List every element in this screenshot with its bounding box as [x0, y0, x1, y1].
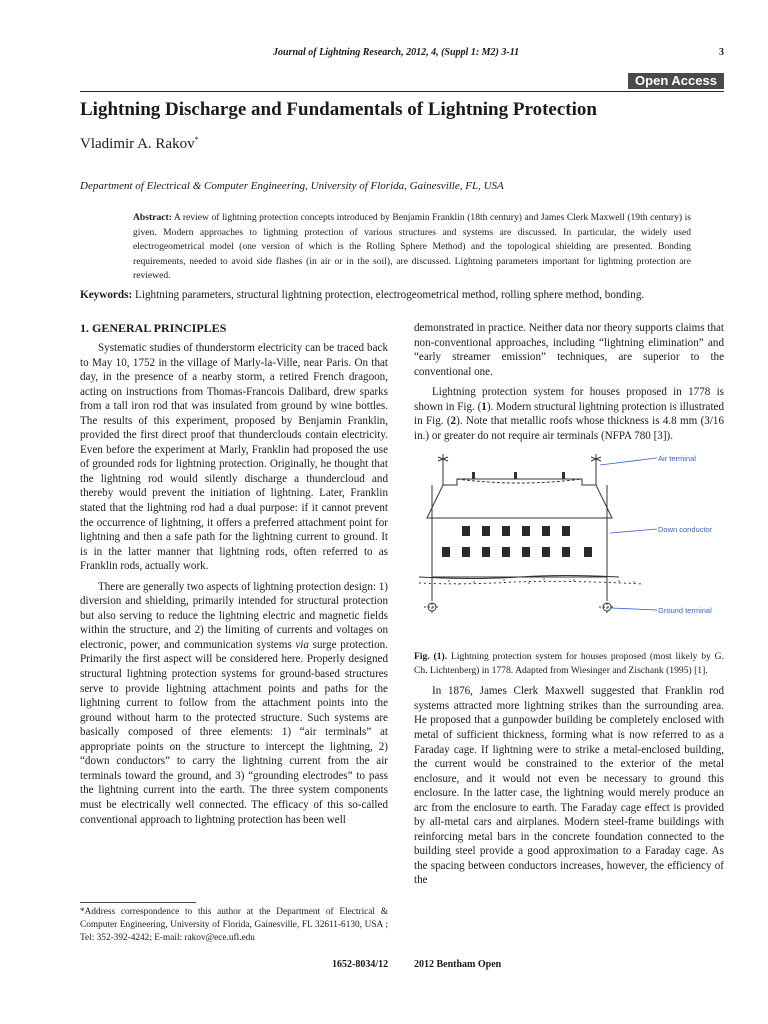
figure-caption-label: Fig. (1).: [414, 651, 448, 663]
affiliation: Department of Electrical & Computer Engineering, University of Florida, Gainesville, FL, USA: [80, 180, 504, 192]
left-column: [80, 321, 388, 827]
article-title: Lightning Discharge and Fundamentals of Lightning Protection: [80, 99, 597, 120]
header-rule: [80, 91, 724, 92]
body-paragraph: demonstrated in practice. Neither data nor theory supports claims that non-conventional approaches, including “lightning elimination” and “early streamer emission” techniques, are superior to the conventional one.: [414, 322, 724, 378]
journal-reference: Journal of Lightning Research, 2012, 4, (Suppl 1: M2) 3-11: [273, 47, 520, 58]
footnote-rule: [80, 902, 196, 903]
figure-caption: Fig. (1). Lightning protection system for houses proposed (most likely by G. Ch. Lichtenberg) in 1778. Adapted from Wiesinger and Zischank (1995) [1].: [414, 651, 724, 677]
figure-1: [414, 451, 724, 644]
section-heading: 1. GENERAL PRINCIPLES: [80, 321, 227, 335]
ground-terminal-label: Ground terminal: [658, 606, 712, 616]
body-paragraph: In 1876, James Clerk Maxwell suggested that Franklin rod systems attracted more lightning strikes than the surrounding area. He proposed that a gunpowder building be completely enclosed with metal of sufficient thickness, forming what is now referred to as a Faraday cage. If lightning were to strike a metal-enclosed building, the current would be constrained to the exterior of the metal enclosure, and it would not even be necessary to ground this enclosure. In the latter case, the lightning would merely produce an arc from the enclosure to earth. The Faraday cage effect is provided by all-metal cars and airplanes. Modern steel-frame buildings with reinforcing metal bars in the concrete foundation connected to the building steel provide a good approximation to a Faraday cage. As the spacing between conductors increases, however, the efficiency of the: [414, 685, 724, 887]
figure-reference[interactable]: 2: [450, 415, 457, 428]
figure-reference[interactable]: 1: [481, 400, 487, 413]
keywords-label: Keywords:: [80, 289, 133, 301]
down-conductor-label: Down conductor: [658, 525, 713, 535]
body-paragraph: Systematic studies of thunderstorm electricity can be traced back to May 10, 1752 in the village of Marly-la-Ville, near Paris. On that day, in the presence of a nearby storm, a retired French dragoon, acting on instructions from Thomas-Francois Dalibard, drew sparks from a tall iron rod that was insulated from ground by wine bottles. The results of this experiment, proposed by Benjamin Franklin, provided the first direct proof that thunderclouds contain electricity. Even before the experiment at Marly, Franklin had proposed the use of grounded rods for lightning protection. Originally, he thought that the lightning rod would silently discharge a thundercloud and thereby would prevent the initiation of lightning. Later, Franklin stated that the lightning rod had a dual purpose: if it cannot prevent the occurrence of lightning, it offers a preferred attachment point for lightning and then a safe path for the lightning current to ground. It is in the latter manner that lightning rods, often referred to as Franklin rods, actually work.: [80, 342, 388, 573]
issn: 1652-8034/12: [332, 959, 389, 970]
author-name: Vladimir A. Rakov: [80, 136, 195, 152]
author-line: [80, 135, 199, 153]
right-column: [414, 321, 724, 888]
air-terminal-label: Air terminal: [658, 454, 696, 464]
open-access-badge: Open Access: [628, 73, 724, 89]
author-footnote-mark: *: [194, 135, 199, 144]
abstract: [133, 211, 691, 284]
abstract-text: A review of lightning protection concepts introduced by Benjamin Franklin (18th century) and James Clerk Maxwell (19th century) is given. Modern approaches to lightning protection of various structures and systems are discussed. In particular, the widely used electrogeometrical model (one version of which is the Rolling Sphere Method) and the topological shielding are presented. Bonding requirements, needed to avoid side flashes (in air or in the soil), are discussed. Lightning parameters important for lightning protection are reviewed.: [133, 212, 691, 282]
keywords-text: Lightning parameters, structural lightning protection, electrogeometrical method, rolling sphere method, bonding.: [132, 289, 645, 301]
correspondence-footnote: *Address correspondence to this author at the Department of Electrical & Computer Engineering, University of Florida, Gainesville, FL 32611-6130, USA ; Tel: 352-392-4242; E-mail: rakov@ece.ufl.edu: [80, 907, 388, 943]
page-number: 3: [719, 47, 724, 58]
publisher-line: 2012 Bentham Open: [414, 959, 502, 970]
body-paragraph: Lightning protection system for houses proposed in 1778 is shown in Fig. (1). Modern structural lightning protection is illustrated in Fig. (2). Note that metallic roofs whose thickness is 4.8 mm (3/16 in.) or greater do not require air terminals (NFPA 780 [3]).: [414, 386, 724, 442]
body-paragraph: There are generally two aspects of lightning protection design: 1) diversion and shielding, primarily intended for structural protection but also serving to reduce the lightning electric and magnetic fields within the structure, and 2) the limiting of currents and voltages on electronic, power, and communication systems via surge protection. Primarily the first aspect will be considered here. Properly designed structural lightning protection systems for ground-based structures serve to provide lightning attachment points and paths for the lightning current to follow from the attachment points into the ground without harm to the protected structure. Such systems are basically composed of three elements: 1) “air terminals” at appropriate points on the structure to intercept the lightning, 2) “down conductors” to carry the lightning current from the air terminals toward the ground, and 3) “grounding electrodes” to pass the lightning current into the earth. The three system components must be electrically well connected. The efficacy of this so-called conventional approach to lightning protection has been well: [80, 580, 388, 826]
abstract-label: Abstract:: [133, 212, 172, 223]
house-lightning-protection-illustration: [414, 451, 724, 644]
keywords: [80, 289, 730, 301]
